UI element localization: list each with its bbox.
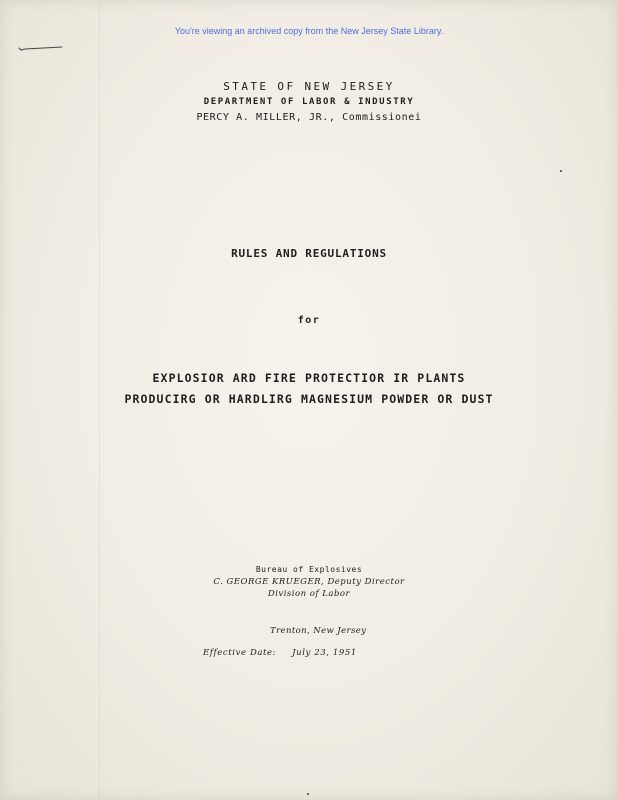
effective-date-line bbox=[203, 648, 357, 658]
commissioner-name: PERCY A. MILLER, JR., Commissionei bbox=[196, 112, 422, 123]
effective-date-value: July 23, 1951 bbox=[292, 648, 357, 658]
bureau-name: Bureau of Explosives bbox=[255, 565, 363, 574]
department-name: DEPARTMENT OF LABOR & INDUSTRY bbox=[203, 97, 415, 107]
subject-line-1: EXPLOSIOR ARD FIRE PROTECTIOR IR PLANTS bbox=[152, 371, 466, 385]
title-heading-block bbox=[0, 247, 618, 260]
title-heading: RULES AND REGULATIONS bbox=[231, 247, 387, 260]
paper-speck bbox=[307, 793, 309, 795]
title-connector-block bbox=[0, 315, 618, 326]
state-name: STATE OF NEW JERSEY bbox=[223, 80, 395, 93]
subject-line-2: PRODUCIRG OR HARDLIRG MAGNESIUM POWDER OR DUST bbox=[124, 392, 494, 406]
title-connector: for bbox=[297, 315, 321, 326]
pencil-mark bbox=[18, 44, 64, 52]
location-line: Trenton, New Jersey bbox=[270, 626, 367, 636]
deputy-director: C. GEORGE KRUEGER, Deputy Director bbox=[213, 577, 405, 587]
paper-speck bbox=[560, 170, 562, 172]
header-department bbox=[0, 97, 618, 107]
division-name: Division of Labor bbox=[267, 589, 351, 599]
header-commissioner bbox=[0, 112, 618, 123]
issuer-block bbox=[0, 564, 618, 600]
archive-banner: You're viewing an archived copy from the New Jersey State Library. bbox=[174, 26, 444, 36]
effective-date-label: Effective Date: bbox=[203, 648, 277, 658]
title-subject bbox=[0, 368, 618, 410]
header-state bbox=[0, 80, 618, 93]
